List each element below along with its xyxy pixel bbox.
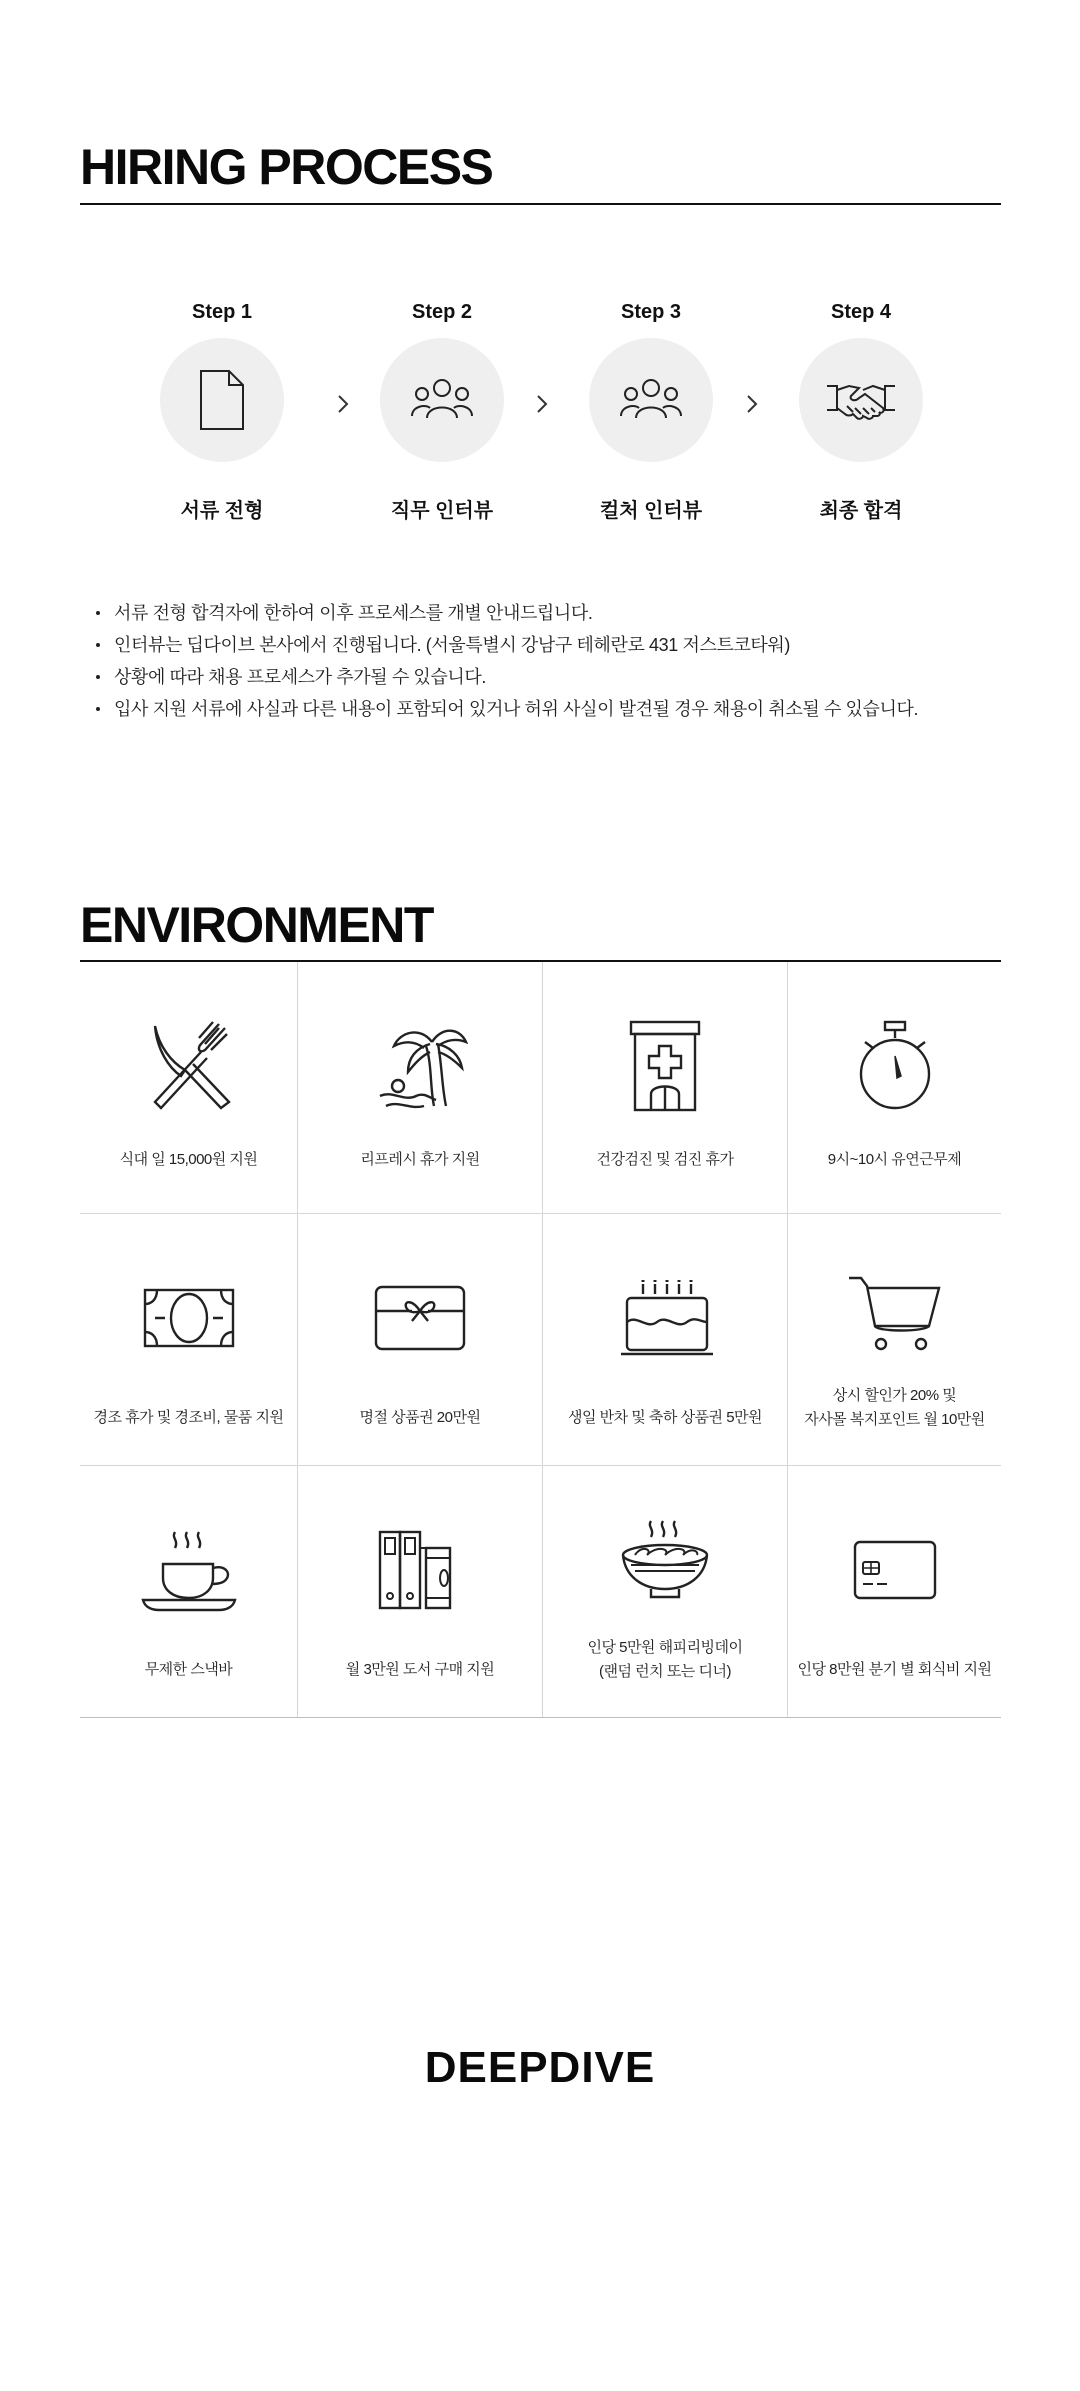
benefit-label: 자사몰 복지포인트 월 10만원 xyxy=(804,1411,985,1428)
benefit-label: 리프레시 휴가 지원 xyxy=(360,1151,480,1168)
benefit-health-check xyxy=(543,962,788,1213)
step-icon-circle xyxy=(799,338,923,462)
step-label: Step 1 xyxy=(191,301,253,323)
benefit-label: 상시 할인가 20% 및 xyxy=(832,1387,957,1404)
chevron-right-icon xyxy=(532,392,552,416)
step-2 xyxy=(342,300,542,523)
benefit-label: 식대 일 15,000원 지원 xyxy=(119,1151,258,1168)
handshake-icon xyxy=(825,378,897,422)
money-bill-icon xyxy=(141,1286,237,1350)
benefit-holiday-voucher xyxy=(298,1214,543,1465)
step-icon-circle xyxy=(160,338,284,462)
environment-row xyxy=(80,1214,1001,1466)
people-icon xyxy=(410,378,474,422)
books-icon xyxy=(378,1528,462,1612)
benefit-label: 월 3만원 도서 구매 지원 xyxy=(345,1661,495,1678)
hiring-steps xyxy=(80,300,1001,540)
environment-grid xyxy=(80,962,1001,1718)
environment-row xyxy=(80,962,1001,1214)
gift-card-icon xyxy=(372,1283,468,1353)
shopping-cart-icon xyxy=(847,1272,943,1352)
note-item: 서류 전형 합격자에 한하여 이후 프로세스를 개별 안내드립니다. xyxy=(96,597,1016,629)
hiring-title-divider xyxy=(80,203,1001,205)
benefit-books xyxy=(298,1466,543,1717)
people-icon xyxy=(619,378,683,422)
step-name: 최종 합격 xyxy=(819,500,903,522)
note-item: 입사 지원 서류에 사실과 다른 내용이 포함되어 있거나 허위 사실이 발견될 경우 채용이 취소될 수 있습니다. xyxy=(96,693,1016,725)
hiring-process-title: HIRING PROCESS xyxy=(80,139,493,195)
deepdive-logo xyxy=(0,2042,1080,2095)
benefit-shopping xyxy=(788,1214,1001,1465)
step-label: Step 4 xyxy=(830,301,892,323)
benefit-birthday xyxy=(543,1214,788,1465)
benefit-family-events xyxy=(80,1214,298,1465)
environment-title: ENVIRONMENT xyxy=(80,897,433,953)
step-name: 컬처 인터뷰 xyxy=(599,500,703,522)
benefit-refresh-vacation xyxy=(298,962,543,1213)
svg-text:DEEPDIVE: DEEPDIVE xyxy=(424,2043,656,2090)
noodle-bowl-icon xyxy=(617,1519,713,1605)
step-label: Step 3 xyxy=(620,301,682,323)
step-icon-circle xyxy=(380,338,504,462)
credit-card-icon xyxy=(853,1540,937,1600)
benefit-team-dinner xyxy=(788,1466,1001,1717)
hospital-icon xyxy=(625,1018,705,1114)
benefit-label: 경조 휴가 및 경조비, 물품 지원 xyxy=(93,1409,284,1426)
step-3 xyxy=(551,300,751,523)
note-item: 상황에 따라 채용 프로세스가 추가될 수 있습니다. xyxy=(96,661,1016,693)
benefit-label: 건강검진 및 검진 휴가 xyxy=(596,1151,734,1168)
hiring-notes xyxy=(96,597,1016,725)
document-icon xyxy=(199,369,245,431)
fork-knife-icon xyxy=(141,1018,237,1114)
environment-row xyxy=(80,1466,1001,1718)
step-4 xyxy=(761,300,961,523)
benefit-meal xyxy=(80,962,298,1213)
benefit-label: 인당 5만원 해피리빙데이 xyxy=(587,1639,743,1656)
step-label: Step 2 xyxy=(411,301,473,323)
step-name: 직무 인터뷰 xyxy=(390,500,494,522)
benefit-label: (랜덤 런치 또는 디너) xyxy=(599,1663,731,1680)
stopwatch-icon xyxy=(853,1018,937,1114)
benefit-flexible-hours xyxy=(788,962,1001,1213)
benefit-label: 인당 8만원 분기 별 회식비 지원 xyxy=(797,1661,992,1678)
benefit-label: 무제한 스낵바 xyxy=(144,1661,233,1678)
step-name: 서류 전형 xyxy=(180,500,264,522)
palm-tree-icon xyxy=(372,1018,468,1114)
note-item: 인터뷰는 딥다이브 본사에서 진행됩니다. (서울특별시 강남구 테헤란로 431 저스트코타워) xyxy=(96,629,1016,661)
benefit-happy-living-day xyxy=(543,1466,788,1717)
benefit-label: 9시~10시 유연근무제 xyxy=(827,1151,962,1168)
logo-wordmark xyxy=(385,2042,695,2090)
benefit-snack-bar xyxy=(80,1466,298,1717)
step-1 xyxy=(122,300,322,523)
coffee-cup-icon xyxy=(139,1528,239,1612)
step-icon-circle xyxy=(589,338,713,462)
chevron-right-icon xyxy=(742,392,762,416)
birthday-cake-icon xyxy=(617,1278,713,1358)
benefit-label: 명절 상품권 20만원 xyxy=(359,1409,481,1426)
benefit-label: 생일 반차 및 축하 상품권 5만원 xyxy=(567,1409,763,1426)
